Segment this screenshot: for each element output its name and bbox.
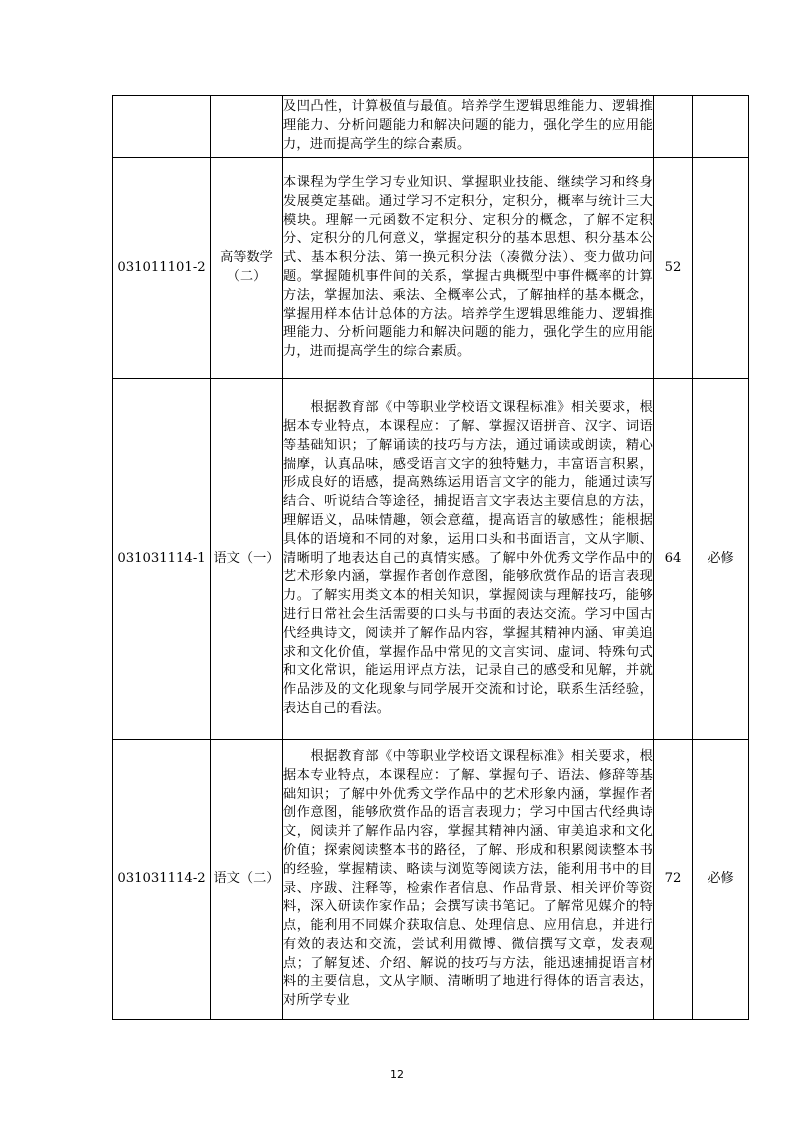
course-description: 本课程为学生学习专业知识、掌握职业技能、继续学习和终身发展奠定基础。通过学习不定积分，定积分，概率与统计三大模块。理解一元函数不定积分、定积分的概念，了解不定积分、定积分的几何意义，掌握定积分的基本思想、积分基本公式、基本积分法、第一换元积分法（凑微分法）、变力做功问题。掌握随机事件间的关系，掌握古典概型中事件概率的计算方法，掌握加法、乘法、全概率公式，了解抽样的基本概念，掌握用样本估计总体的方法。培养学生逻辑思维能力、逻辑推理能力、分析问题能力和解决问题的能力，强化学生的应用能力，进而提高学生的综合素质。 [283, 158, 654, 379]
course-name: 语文（二） [211, 740, 283, 1020]
table-row [113, 158, 749, 379]
course-description: 根据教育部《中等职业学校语文课程标准》相关要求，根据本专业特点，本课程应：了解、掌握汉语拼音、汉字、词语等基础知识；了解诵读的技巧与方法，通过诵读或朗读，精心揣摩，认真品味，感受语言文字的独特魅力，丰富语言积累，形成良好的语感，提高熟练运用语言文字的能力，能通过读写结合、听说结合等途径，捕捉语言文字表达主要信息的方法，理解语义，品味情趣，领会意蕴，提高语言的敏感性；能根据具体的语境和不同的对象，运用口头和书面语言，文从字顺、清晰明了地表达自己的真情实感。了解中外优秀文学作品中的艺术形象内涵，掌握作者创作意图，能够欣赏作品的语言表现力。了解实用类文本的相关知识，掌握阅读与理解技巧，能够进行日常社会生活需要的口头与书面的表达交流。学习中国古代经典诗文，阅读并了解作品内容，掌握其精神内涵、审美追求和文化价值，掌握作品中常见的文言实词、虚词、特殊句式和文化常识，能运用评点方法，记录自己的感受和见解，并就作品涉及的文化现象与同学展开交流和讨论，联系生活经验，表达自己的看法。 [283, 379, 654, 740]
course-name [211, 96, 283, 158]
course-name: 高等数学（二） [211, 158, 283, 379]
course-code: 031011101-2 [113, 158, 211, 379]
course-name: 语文（一） [211, 379, 283, 740]
page-number: 12 [390, 1068, 404, 1081]
course-hours [654, 96, 693, 158]
curriculum-table [112, 95, 749, 1020]
course-type: 必修 [693, 379, 749, 740]
table-row [113, 740, 749, 1020]
course-type [693, 96, 749, 158]
course-type [693, 158, 749, 379]
course-hours: 64 [654, 379, 693, 740]
course-code: 031031114-1 [113, 379, 211, 740]
course-code [113, 96, 211, 158]
course-code: 031031114-2 [113, 740, 211, 1020]
course-type: 必修 [693, 740, 749, 1020]
table-row [113, 379, 749, 740]
table-row [113, 96, 749, 158]
course-hours: 72 [654, 740, 693, 1020]
course-description: 及凹凸性，计算极值与最值。培养学生逻辑思维能力、逻辑推理能力、分析问题能力和解决问题的能力，强化学生的应用能力，进而提高学生的综合素质。 [283, 96, 654, 158]
course-hours: 52 [654, 158, 693, 379]
course-description: 根据教育部《中等职业学校语文课程标准》相关要求，根据本专业特点，本课程应：了解、掌握句子、语法、修辞等基础知识；了解中外优秀文学作品中的艺术形象内涵，掌握作者创作意图，能够欣赏作品的语言表现力；学习中国古代经典诗文，阅读并了解作品内容，掌握其精神内涵、审美追求和文化价值；探索阅读整本书的路径，了解、形成和积累阅读整本书的经验，掌握精读、略读与浏览等阅读方法，能利用书中的目录、序跋、注释等，检索作者信息、作品背景、相关评价等资料，深入研读作家作品；会撰写读书笔记。了解常见媒介的特点，能利用不同媒介获取信息、处理信息、应用信息，并进行有效的表达和交流，尝试利用微博、微信撰写文章，发表观点；了解复述、介绍、解说的技巧与方法，能迅速捕捉语言材料的主要信息，文从字顺、清晰明了地进行得体的语言表达，对所学专业 [283, 740, 654, 1020]
